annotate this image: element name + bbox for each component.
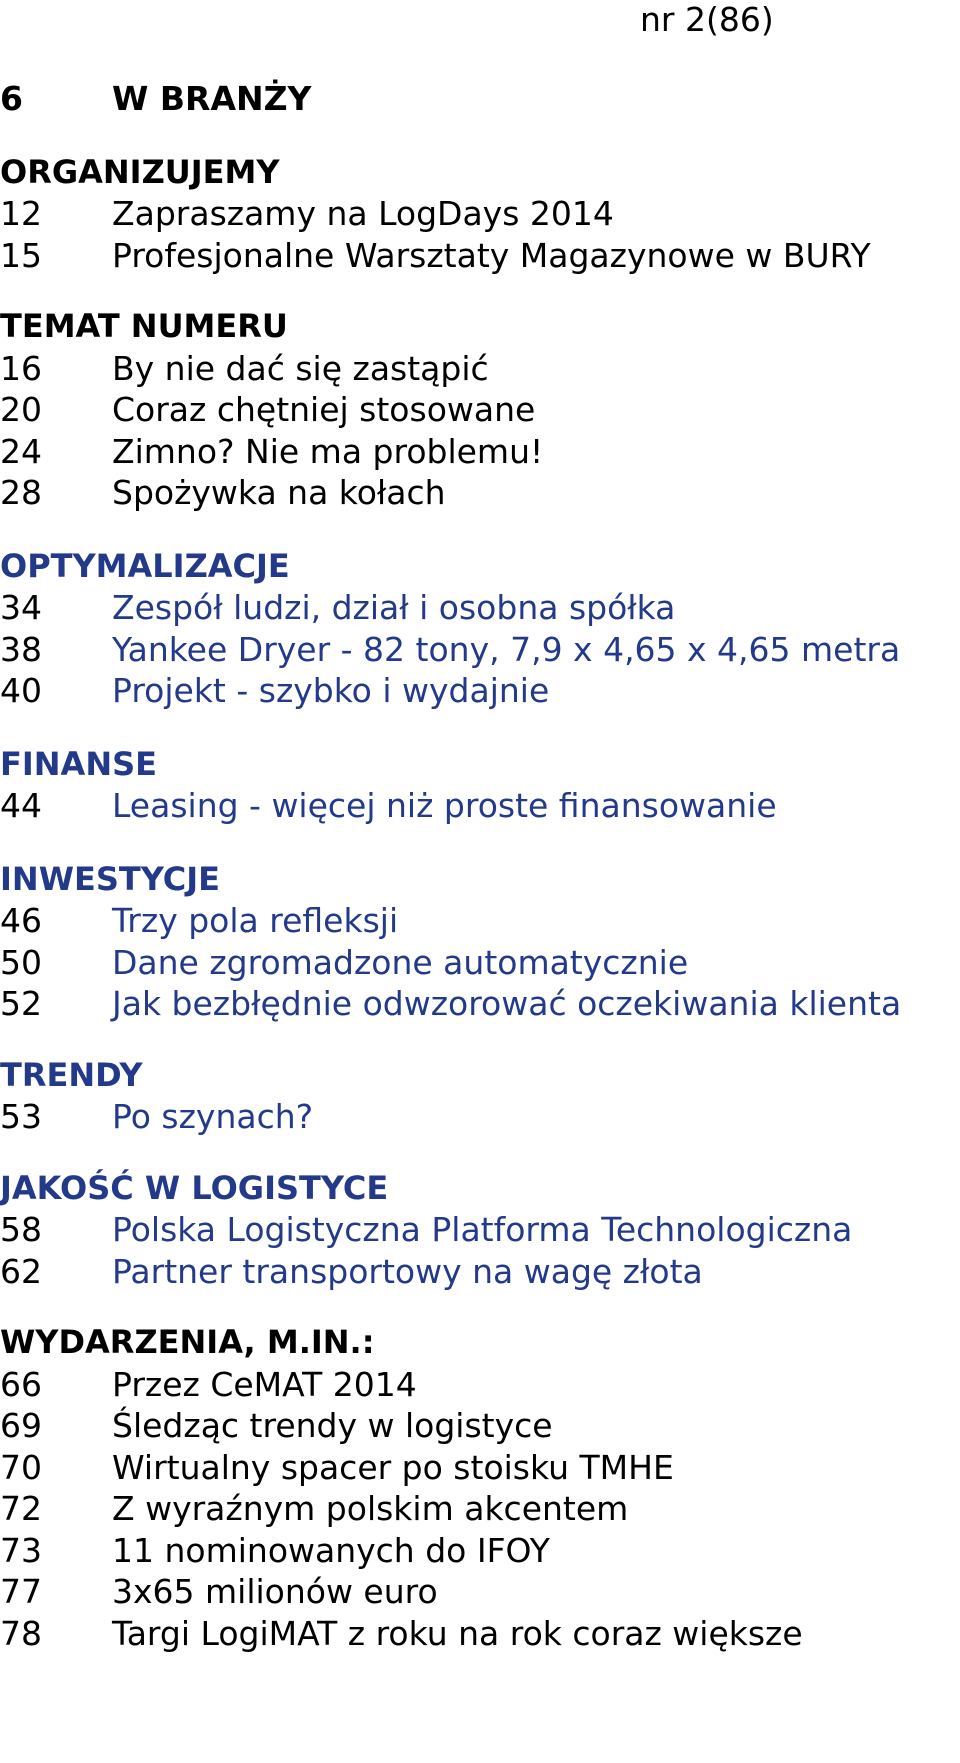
section-finanse <box>0 744 960 827</box>
entry-title: Śledząc trendy w logistyce <box>112 1406 553 1445</box>
page-number: 40 <box>0 671 42 710</box>
toc-item[interactable] <box>0 1251 960 1293</box>
section-wydarzenia <box>0 1322 960 1654</box>
entry-title: Zespół ludzi, dział i osobna spółka <box>112 588 676 627</box>
page-number: 20 <box>0 390 42 429</box>
entry-title: Targi LogiMAT z roku na rok coraz większe <box>112 1613 803 1653</box>
entry-title: Leasing - więcej niż proste finansowanie <box>112 786 777 825</box>
section-organizujemy <box>0 152 960 277</box>
entry-title: Jak bezbłędnie odwzorować oczekiwania klienta <box>112 984 902 1023</box>
entry-title: Projekt - szybko i wydajnie <box>112 671 550 710</box>
toc-item[interactable] <box>0 942 960 984</box>
entry-title: Z wyraźnym polskim akcentem <box>112 1489 629 1528</box>
entry-title: Zimno? Nie ma problemu! <box>112 431 544 471</box>
toc-item[interactable] <box>0 1364 960 1406</box>
section-heading: JAKOŚĆ W LOGISTYCE <box>0 1168 389 1207</box>
toc-item[interactable] <box>0 348 960 390</box>
toc-item[interactable] <box>0 1096 960 1138</box>
entry-title: Przez CeMAT 2014 <box>112 1364 417 1404</box>
toc-item[interactable] <box>0 235 960 277</box>
page-number: 52 <box>0 984 42 1023</box>
entry-title: Spożywka na kołach <box>112 473 446 512</box>
page-number: 78 <box>0 1613 42 1653</box>
page-number: 77 <box>0 1572 42 1611</box>
page-number: 28 <box>0 473 42 512</box>
entry-title: 3x65 milionów euro <box>112 1572 438 1611</box>
toc-item[interactable] <box>0 431 960 473</box>
section-heading: TRENDY <box>0 1055 143 1094</box>
page-number: 34 <box>0 588 42 627</box>
entry-title: 11 nominowanych do IFOY <box>112 1530 550 1570</box>
page-number: 50 <box>0 942 42 982</box>
toc-top-entry[interactable] <box>0 78 960 120</box>
section-inwestycje <box>0 859 960 1025</box>
section-heading: FINANSE <box>0 744 157 783</box>
page-number: 6 <box>0 79 23 118</box>
toc-item[interactable] <box>0 472 960 514</box>
page-number: 73 <box>0 1530 42 1570</box>
entry-title: Wirtualny spacer po stoisku TMHE <box>112 1447 674 1487</box>
section-optymalizacje <box>0 546 960 712</box>
entry-title: Po szynach? <box>112 1097 314 1136</box>
toc-item[interactable] <box>0 1447 960 1489</box>
section-jakosc-w-logistyce <box>0 1168 960 1293</box>
toc-item[interactable] <box>0 193 960 235</box>
toc-item[interactable] <box>0 587 960 629</box>
toc-item[interactable] <box>0 629 960 671</box>
page-number: 70 <box>0 1447 42 1487</box>
page-number: 62 <box>0 1251 42 1291</box>
toc-item[interactable] <box>0 983 960 1025</box>
page-number: 12 <box>0 194 42 233</box>
toc-item[interactable] <box>0 900 960 942</box>
section-heading: WYDARZENIA, M.IN.: <box>0 1323 375 1361</box>
entry-title: Coraz chętniej stosowane <box>112 390 536 429</box>
section-temat-numeru <box>0 306 960 514</box>
toc-item[interactable] <box>0 1209 960 1251</box>
toc-item[interactable] <box>0 1613 960 1655</box>
table-of-contents <box>0 78 960 1654</box>
issue-number: nr 2(86) <box>640 0 774 39</box>
entry-title: W BRANŻY <box>112 79 312 118</box>
entry-title: Dane zgromadzone automatycznie <box>112 942 689 982</box>
toc-item[interactable] <box>0 670 960 712</box>
section-heading: INWESTYCJE <box>0 859 220 898</box>
toc-item[interactable] <box>0 389 960 431</box>
section-heading: OPTYMALIZACJE <box>0 546 290 585</box>
page-number: 15 <box>0 235 42 275</box>
page-number: 16 <box>0 348 42 388</box>
section-heading: TEMAT NUMERU <box>0 307 288 345</box>
entry-title: Yankee Dryer - 82 tony, 7,9 x 4,65 x 4,65 metra <box>112 629 901 669</box>
toc-item[interactable] <box>0 1488 960 1530</box>
entry-title: Polska Logistyczna Platforma Technologiczna <box>112 1210 853 1249</box>
entry-title: Trzy pola refleksji <box>112 901 399 940</box>
page-number: 38 <box>0 629 42 669</box>
entry-title: Zapraszamy na LogDays 2014 <box>112 194 614 233</box>
page-number: 46 <box>0 901 42 940</box>
entry-title: Profesjonalne Warsztaty Magazynowe w BURY <box>112 235 871 275</box>
page-number: 69 <box>0 1406 42 1445</box>
toc-item[interactable] <box>0 1571 960 1613</box>
page-number: 53 <box>0 1097 42 1136</box>
section-heading: ORGANIZUJEMY <box>0 152 280 191</box>
entry-title: Partner transportowy na wagę złota <box>112 1251 703 1291</box>
page-number: 66 <box>0 1364 42 1404</box>
entry-title: By nie dać się zastąpić <box>112 348 489 388</box>
page-number: 58 <box>0 1210 42 1249</box>
toc-item[interactable] <box>0 1405 960 1447</box>
page-number: 24 <box>0 431 42 471</box>
page-number: 44 <box>0 786 42 825</box>
page-number: 72 <box>0 1489 42 1528</box>
toc-item[interactable] <box>0 1530 960 1572</box>
toc-item[interactable] <box>0 785 960 827</box>
section-trendy <box>0 1055 960 1138</box>
